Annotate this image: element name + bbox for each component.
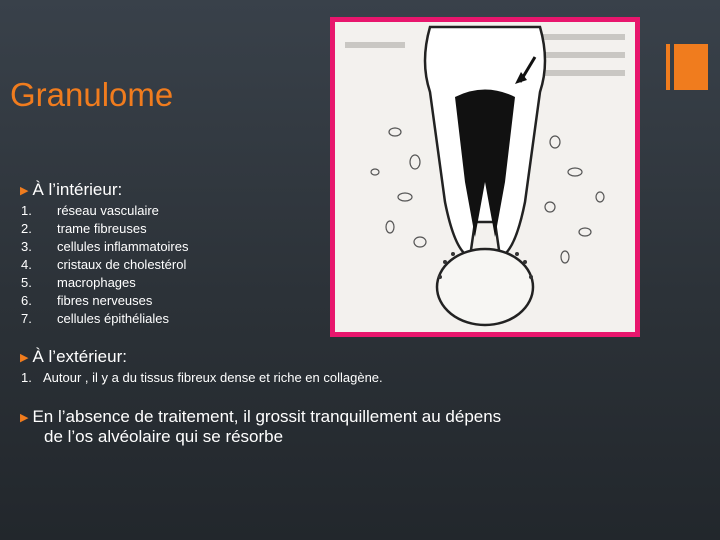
accent-bar-thin [666, 44, 670, 90]
bullet-absence-line2: de l’os alvéolaire qui se résorbe [44, 427, 284, 446]
accent-bar-thick [674, 44, 708, 90]
tooth-illustration [335, 22, 635, 332]
slide-title: Granulome [10, 76, 174, 113]
bullet-outside [20, 347, 127, 367]
bullet-outside-label: À l’extérieur: [32, 347, 127, 366]
bullet-inside-label: À l’intérieur: [32, 180, 123, 199]
bullet-absence [20, 407, 501, 427]
arrow-bullet-icon: ▶ [20, 412, 29, 424]
tooth-granuloma-image [330, 17, 640, 337]
bullet-inside [20, 180, 122, 200]
arrow-bullet-icon: ▶ [20, 185, 29, 197]
bullet-absence-line1: En l’absence de traitement, il grossit tranquillement au dépens [32, 407, 502, 426]
arrow-bullet-icon: ▶ [20, 352, 29, 364]
